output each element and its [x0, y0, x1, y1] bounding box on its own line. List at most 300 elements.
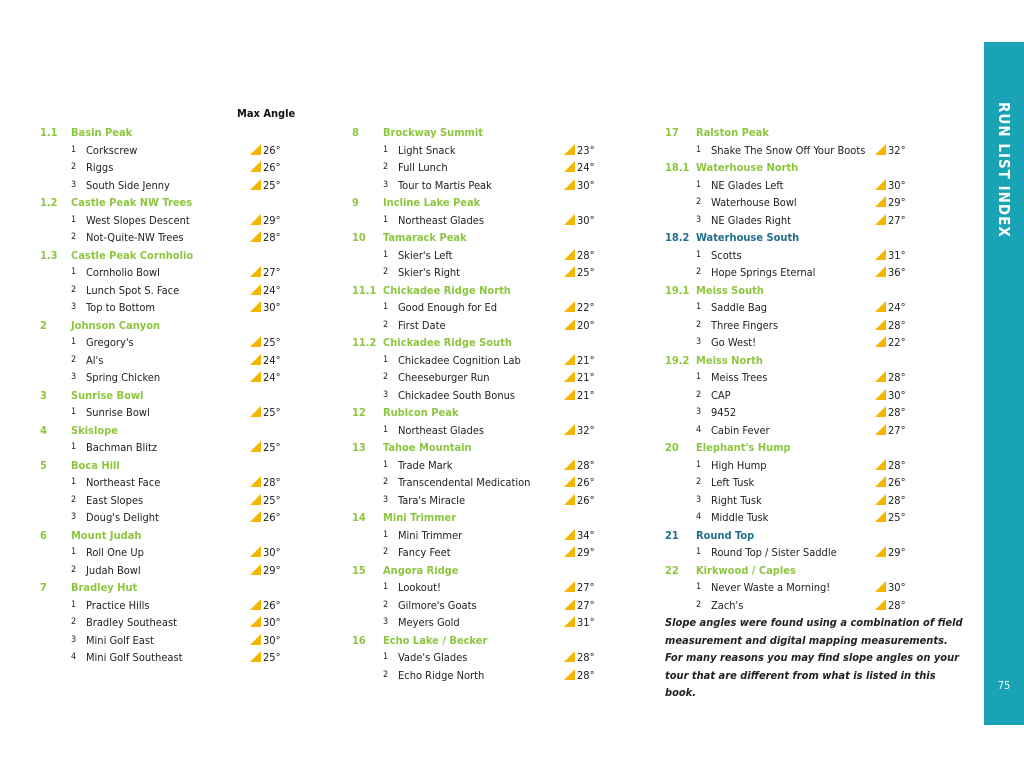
run-name: Right Tusk	[711, 493, 762, 507]
run-name: Echo Ridge North	[398, 668, 485, 682]
slope-angle	[564, 649, 595, 667]
section-header	[665, 159, 925, 177]
slope-angle	[250, 229, 281, 247]
run-row	[40, 212, 300, 230]
slope-angle	[564, 317, 595, 335]
section-number: 3	[40, 388, 47, 402]
slope-triangle-icon	[250, 634, 261, 645]
run-index: 1	[696, 249, 702, 260]
run-row	[40, 492, 300, 510]
slope-angle	[564, 474, 595, 492]
section-name: Waterhouse North	[696, 161, 799, 174]
slope-angle	[564, 667, 595, 685]
slope-triangle-icon	[564, 301, 575, 312]
angle-value: 21°	[577, 388, 595, 402]
run-index: 1	[383, 424, 389, 435]
angle-value: 32°	[577, 423, 595, 437]
run-row	[665, 299, 925, 317]
run-row	[352, 597, 612, 615]
run-row	[665, 317, 925, 335]
run-row	[352, 212, 612, 230]
run-index: 3	[71, 372, 77, 382]
run-column-2	[352, 124, 612, 684]
slope-angle	[250, 142, 281, 160]
run-index: 1	[71, 599, 77, 610]
run-row	[40, 562, 300, 580]
slope-triangle-icon	[875, 459, 886, 470]
run-index: 2	[71, 162, 77, 172]
slope-triangle-icon	[564, 669, 575, 680]
slope-angle	[250, 159, 281, 177]
section-name: Mount Judah	[71, 528, 142, 542]
run-row	[352, 474, 612, 492]
slope-angle	[564, 527, 595, 545]
run-index: 3	[383, 617, 389, 627]
run-row	[40, 334, 300, 352]
run-row	[352, 177, 612, 195]
angle-value: 26°	[263, 143, 281, 157]
slope-angle	[250, 614, 281, 632]
slope-angle	[564, 579, 595, 597]
slope-triangle-icon	[564, 214, 575, 225]
run-name: Practice Hills	[86, 598, 150, 612]
slope-triangle-icon	[564, 529, 575, 540]
slope-triangle-icon	[564, 354, 575, 365]
run-index: 2	[383, 599, 389, 610]
section-number: 19.1	[665, 283, 690, 297]
section-name: Bradley Hut	[71, 581, 138, 594]
run-index: 1	[71, 144, 77, 155]
slope-angle	[250, 632, 281, 650]
slope-triangle-icon	[875, 599, 886, 610]
slope-angle	[875, 369, 906, 387]
angle-value: 30°	[577, 213, 595, 227]
angle-value: 23°	[577, 143, 595, 157]
slope-triangle-icon	[250, 546, 261, 557]
angle-value: 30°	[263, 546, 281, 559]
slope-angle	[250, 562, 281, 580]
run-index: 1	[383, 249, 389, 260]
angle-value: 25°	[263, 651, 281, 664]
slope-angle	[875, 492, 906, 510]
angle-value: 27°	[577, 581, 595, 594]
run-index: 3	[696, 337, 702, 347]
section-number: 18.1	[665, 161, 690, 174]
slope-angle	[564, 387, 595, 405]
section-name: Chickadee Ridge North	[383, 283, 511, 297]
run-name: Top to Bottom	[86, 301, 156, 314]
run-name: NE Glades Right	[711, 213, 792, 227]
run-index: 2	[696, 319, 702, 330]
section-name: Incline Lake Peak	[383, 196, 481, 209]
slope-angle	[564, 457, 595, 475]
section-header	[665, 527, 925, 545]
run-name: Meyers Gold	[398, 616, 460, 629]
section-number: 2	[40, 318, 47, 332]
section-header	[352, 282, 612, 300]
slope-triangle-icon	[564, 651, 575, 662]
run-index: 1	[383, 582, 389, 592]
run-index: 1	[383, 652, 389, 662]
slope-angle	[250, 597, 281, 615]
slope-angle	[564, 264, 595, 282]
section-name: Meiss North	[696, 353, 763, 367]
run-row	[352, 579, 612, 597]
run-index: 1	[383, 529, 389, 540]
slope-angle	[250, 369, 281, 387]
run-index: 2	[71, 232, 77, 242]
section-name: Sunrise Bowl	[71, 388, 144, 402]
run-name: South Side Jenny	[86, 178, 170, 192]
section-number: 11.1	[352, 283, 377, 297]
angle-value: 21°	[577, 371, 595, 384]
slope-triangle-icon	[875, 581, 886, 592]
run-index: 3	[71, 634, 77, 645]
slope-triangle-icon	[875, 266, 886, 277]
run-name: Never Waste a Morning!	[711, 581, 831, 594]
angle-value: 26°	[577, 493, 595, 507]
run-index: 2	[71, 564, 77, 575]
slope-triangle-icon	[875, 179, 886, 190]
angle-value: 22°	[888, 336, 906, 349]
run-row	[665, 597, 925, 615]
run-name: Cheeseburger Run	[398, 371, 490, 384]
slope-triangle-icon	[250, 214, 261, 225]
run-index: 4	[71, 652, 77, 662]
page-title: RUN LIST INDEX	[995, 102, 1013, 238]
run-name: Light Snack	[398, 143, 456, 157]
run-index: 1	[696, 144, 702, 155]
run-index: 2	[71, 354, 77, 365]
slope-angle-note: Slope angles were found using a combination of field measurement and digital mapping measurements. For many reasons you may find slope angles on your tour that are different from what is listed in this book.	[665, 616, 963, 699]
section-header	[665, 439, 925, 457]
angle-value: 24°	[577, 161, 595, 174]
run-name: Transcendental Medication	[398, 476, 531, 489]
slope-angle	[875, 194, 906, 212]
run-index: 2	[383, 669, 389, 680]
slope-triangle-icon	[564, 249, 575, 260]
run-row	[665, 422, 925, 440]
run-row	[40, 474, 300, 492]
slope-triangle-icon	[250, 284, 261, 295]
angle-value: 24°	[263, 371, 281, 384]
run-row	[352, 352, 612, 370]
section-header	[40, 387, 300, 405]
angle-value: 29°	[577, 546, 595, 559]
run-row	[352, 387, 612, 405]
section-name: Chickadee Ridge South	[383, 336, 512, 349]
run-row	[352, 544, 612, 562]
slope-triangle-icon	[250, 266, 261, 277]
slope-triangle-icon	[875, 196, 886, 207]
section-header	[665, 124, 925, 142]
run-row	[352, 492, 612, 510]
angle-value: 27°	[577, 598, 595, 612]
slope-triangle-icon	[564, 161, 575, 172]
run-index: 3	[383, 179, 389, 190]
run-name: Round Top / Sister Saddle	[711, 546, 837, 559]
section-name: Skislope	[71, 423, 118, 437]
angle-value: 25°	[263, 406, 281, 419]
run-name: Bradley Southeast	[86, 616, 177, 629]
slope-triangle-icon	[875, 301, 886, 312]
angle-value: 27°	[888, 213, 906, 227]
angle-value: 27°	[263, 266, 281, 279]
run-name: Northeast Glades	[398, 423, 485, 437]
section-header	[352, 404, 612, 422]
run-row	[40, 282, 300, 300]
run-name: Skier's Left	[398, 248, 453, 262]
run-row	[665, 247, 925, 265]
section-header	[40, 527, 300, 545]
slope-angle	[250, 439, 281, 457]
slope-angle	[875, 544, 906, 562]
angle-value: 25°	[263, 178, 281, 192]
run-index: 1	[383, 354, 389, 365]
slope-angle	[564, 614, 595, 632]
section-number: 22	[665, 563, 679, 577]
section-number: 21	[665, 528, 679, 542]
run-row	[40, 509, 300, 527]
section-header	[665, 352, 925, 370]
run-name: Al's	[86, 353, 104, 367]
run-row	[665, 404, 925, 422]
section-name: Boca Hill	[71, 458, 120, 472]
slope-angle	[564, 597, 595, 615]
section-header	[665, 229, 925, 247]
angle-value: 36°	[888, 266, 906, 279]
slope-triangle-icon	[564, 476, 575, 487]
slope-angle	[250, 404, 281, 422]
slope-angle	[564, 369, 595, 387]
section-header	[665, 562, 925, 580]
section-name: Rubicon Peak	[383, 406, 459, 419]
run-name: Tara's Miracle	[398, 493, 466, 507]
slope-triangle-icon	[875, 476, 886, 487]
slope-triangle-icon	[564, 599, 575, 610]
angle-value: 20°	[577, 318, 595, 332]
run-row	[40, 264, 300, 282]
run-index: 2	[71, 494, 77, 505]
angle-value: 28°	[577, 651, 595, 664]
run-index: 1	[383, 302, 389, 312]
run-name: Gilmore's Goats	[398, 598, 477, 612]
run-row	[665, 544, 925, 562]
slope-angle	[875, 387, 906, 405]
section-name: Round Top	[696, 528, 755, 542]
angle-value: 34°	[577, 528, 595, 542]
section-header	[352, 632, 612, 650]
run-name: Chickadee South Bonus	[398, 388, 516, 402]
run-row	[352, 369, 612, 387]
angle-value: 30°	[263, 616, 281, 629]
run-index: 1	[696, 547, 702, 557]
run-row	[665, 457, 925, 475]
run-index: 2	[696, 197, 702, 207]
slope-triangle-icon	[564, 459, 575, 470]
slope-triangle-icon	[564, 494, 575, 505]
run-index: 1	[383, 459, 389, 470]
run-index: 2	[696, 267, 702, 277]
slope-triangle-icon	[875, 406, 886, 417]
run-row	[665, 387, 925, 405]
run-name: Zach's	[711, 598, 744, 612]
run-name: Gregory's	[86, 336, 134, 349]
slope-angle	[564, 544, 595, 562]
run-index: 1	[696, 459, 702, 470]
run-index: 2	[71, 284, 77, 295]
slope-angle	[564, 212, 595, 230]
angle-value: 24°	[888, 301, 906, 314]
section-name: Johnson Canyon	[71, 318, 161, 332]
run-name: Saddle Bag	[711, 301, 768, 314]
run-row	[665, 177, 925, 195]
section-header	[40, 457, 300, 475]
angle-value: 27°	[888, 423, 906, 437]
slope-angle	[564, 159, 595, 177]
run-index: 1	[383, 214, 389, 225]
run-row	[665, 194, 925, 212]
angle-value: 28°	[577, 458, 595, 472]
section-header	[352, 562, 612, 580]
slope-triangle-icon	[250, 406, 261, 417]
run-index: 2	[383, 477, 389, 487]
run-index: 1	[696, 302, 702, 312]
section-header	[40, 247, 300, 265]
section-number: 15	[352, 563, 366, 577]
run-name: Riggs	[86, 161, 114, 174]
slope-triangle-icon	[250, 651, 261, 662]
angle-value: 30°	[263, 633, 281, 647]
run-index: 3	[71, 302, 77, 312]
section-number: 1.2	[40, 196, 58, 209]
angle-value: 28°	[888, 493, 906, 507]
run-index: 1	[71, 442, 77, 452]
run-name: High Hump	[711, 458, 767, 472]
run-name: Mini Trimmer	[398, 528, 463, 542]
run-row	[40, 299, 300, 317]
angle-value: 32°	[888, 143, 906, 157]
slope-triangle-icon	[875, 249, 886, 260]
slope-triangle-icon	[250, 231, 261, 242]
slope-triangle-icon	[875, 319, 886, 330]
section-header	[352, 194, 612, 212]
angle-value: 28°	[888, 406, 906, 419]
run-name: Mini Golf Southeast	[86, 651, 183, 664]
run-row	[40, 229, 300, 247]
slope-angle	[875, 597, 906, 615]
section-name: Castle Peak NW Trees	[71, 196, 193, 209]
run-name: Tour to Martis Peak	[398, 178, 492, 192]
run-name: Good Enough for Ed	[398, 301, 498, 314]
run-row	[40, 159, 300, 177]
section-name: Echo Lake / Becker	[383, 633, 488, 647]
run-row	[40, 177, 300, 195]
run-row	[352, 649, 612, 667]
angle-value: 25°	[888, 511, 906, 524]
run-row	[665, 142, 925, 160]
run-name: Trade Mark	[398, 458, 453, 472]
run-row	[665, 509, 925, 527]
section-name: Basin Peak	[71, 126, 133, 139]
angle-value: 29°	[888, 196, 906, 209]
section-header	[40, 124, 300, 142]
angle-value: 28°	[263, 476, 281, 489]
section-number: 6	[40, 528, 47, 542]
run-index: 1	[71, 477, 77, 487]
slope-angle	[250, 299, 281, 317]
slope-triangle-icon	[250, 161, 261, 172]
angle-value: 30°	[888, 388, 906, 402]
section-name: Waterhouse South	[696, 231, 800, 244]
run-row	[665, 264, 925, 282]
section-name: Castle Peak Cornholio	[71, 248, 194, 262]
slope-triangle-icon	[250, 599, 261, 610]
slope-triangle-icon	[250, 564, 261, 575]
slope-angle	[564, 352, 595, 370]
slope-angle	[250, 492, 281, 510]
angle-value: 26°	[263, 598, 281, 612]
slope-angle	[875, 404, 906, 422]
angle-value: 28°	[577, 248, 595, 262]
section-number: 1.1	[40, 126, 58, 139]
section-number: 17	[665, 126, 679, 139]
angle-value: 29°	[263, 213, 281, 227]
slope-triangle-icon	[250, 371, 261, 382]
run-index: 2	[383, 547, 389, 557]
run-name: First Date	[398, 318, 446, 332]
run-name: Waterhouse Bowl	[711, 196, 797, 209]
angle-value: 26°	[888, 476, 906, 489]
run-name: Chickadee Cognition Lab	[398, 353, 521, 367]
run-name: Doug's Delight	[86, 511, 159, 524]
run-index: 3	[383, 494, 389, 505]
section-header	[40, 194, 300, 212]
slope-triangle-icon	[564, 266, 575, 277]
section-number: 1.3	[40, 248, 58, 262]
section-number: 19.2	[665, 353, 690, 367]
run-column-3	[665, 124, 925, 614]
slope-triangle-icon	[250, 511, 261, 522]
slope-angle	[250, 212, 281, 230]
run-name: Three Fingers	[711, 318, 778, 332]
section-name: Ralston Peak	[696, 126, 769, 139]
run-index: 1	[71, 267, 77, 277]
slope-angle	[250, 177, 281, 195]
angle-value: 28°	[577, 668, 595, 682]
run-name: Skier's Right	[398, 266, 460, 279]
section-number: 16	[352, 633, 366, 647]
run-name: NE Glades Left	[711, 178, 784, 192]
run-name: East Slopes	[86, 493, 144, 507]
run-name: CAP	[711, 388, 731, 402]
run-index: 3	[71, 512, 77, 522]
run-name: Sunrise Bowl	[86, 406, 150, 419]
slope-angle	[250, 282, 281, 300]
slope-angle	[875, 142, 906, 160]
slope-triangle-icon	[250, 336, 261, 347]
slope-angle	[875, 299, 906, 317]
angle-value: 28°	[888, 598, 906, 612]
run-name: Meiss Trees	[711, 371, 768, 384]
slope-triangle-icon	[564, 371, 575, 382]
run-index: 3	[696, 407, 702, 417]
angle-value: 28°	[263, 231, 281, 244]
run-index: 1	[696, 582, 702, 592]
angle-value: 24°	[263, 353, 281, 367]
section-header	[352, 124, 612, 142]
slope-angle	[250, 474, 281, 492]
